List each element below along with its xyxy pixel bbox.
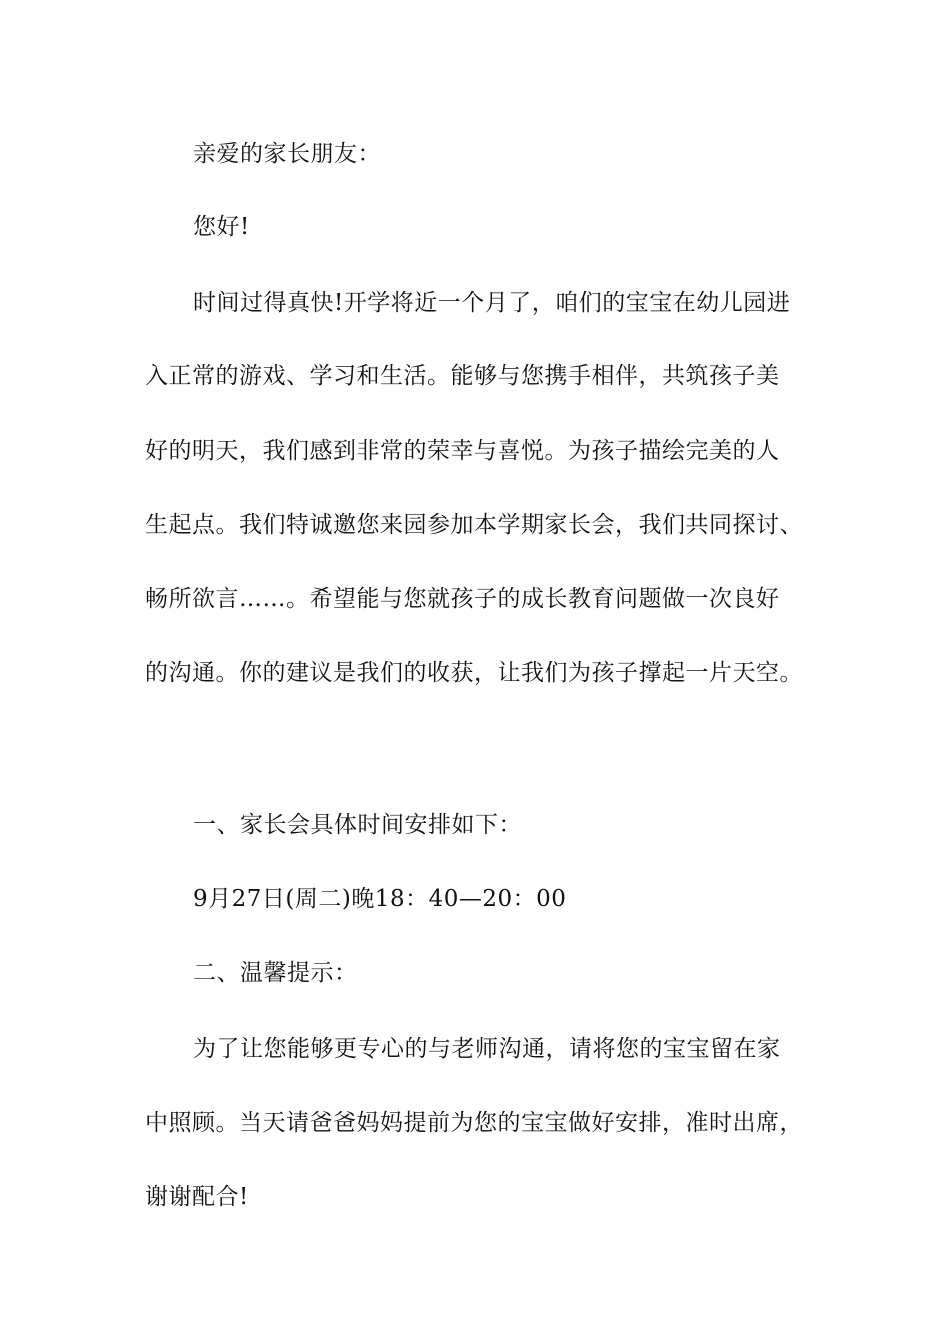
- paragraph2-line: 中照顾。当天请爸爸妈妈提前为您的宝宝做好安排，准时出席，: [145, 1110, 803, 1136]
- paragraph1-line: 的沟通。你的建议是我们的收获，让我们为孩子撑起一片天空。: [145, 660, 803, 686]
- paragraph2-line: 谢谢配合!: [145, 1184, 249, 1210]
- salutation: 亲爱的家长朋友：: [193, 141, 381, 167]
- meeting-time: 9月27日(周二)晚18：40—20：00: [193, 886, 567, 912]
- greeting: 您好!: [193, 214, 250, 240]
- paragraph2-line: 为了让您能够更专心的与老师沟通，请将您的宝宝留在家: [193, 1036, 781, 1062]
- paragraph1-line: 生起点。我们特诚邀您来园参加本学期家长会，我们共同探讨、: [145, 512, 803, 538]
- paragraph1-line: 入正常的游戏、学习和生活。能够与您携手相伴，共筑孩子美: [145, 363, 780, 389]
- section1-heading: 一、家长会具体时间安排如下：: [193, 812, 522, 838]
- paragraph1-line: 时间过得真快!开学将近一个月了，咱们的宝宝在幼儿园进: [193, 290, 791, 316]
- paragraph1-line: 好的明天，我们感到非常的荣幸与喜悦。为孩子描绘完美的人: [145, 438, 780, 464]
- paragraph1-line: 畅所欲言……。希望能与您就孩子的成长教育问题做一次良好: [145, 586, 780, 612]
- section2-heading: 二、温馨提示：: [193, 960, 358, 986]
